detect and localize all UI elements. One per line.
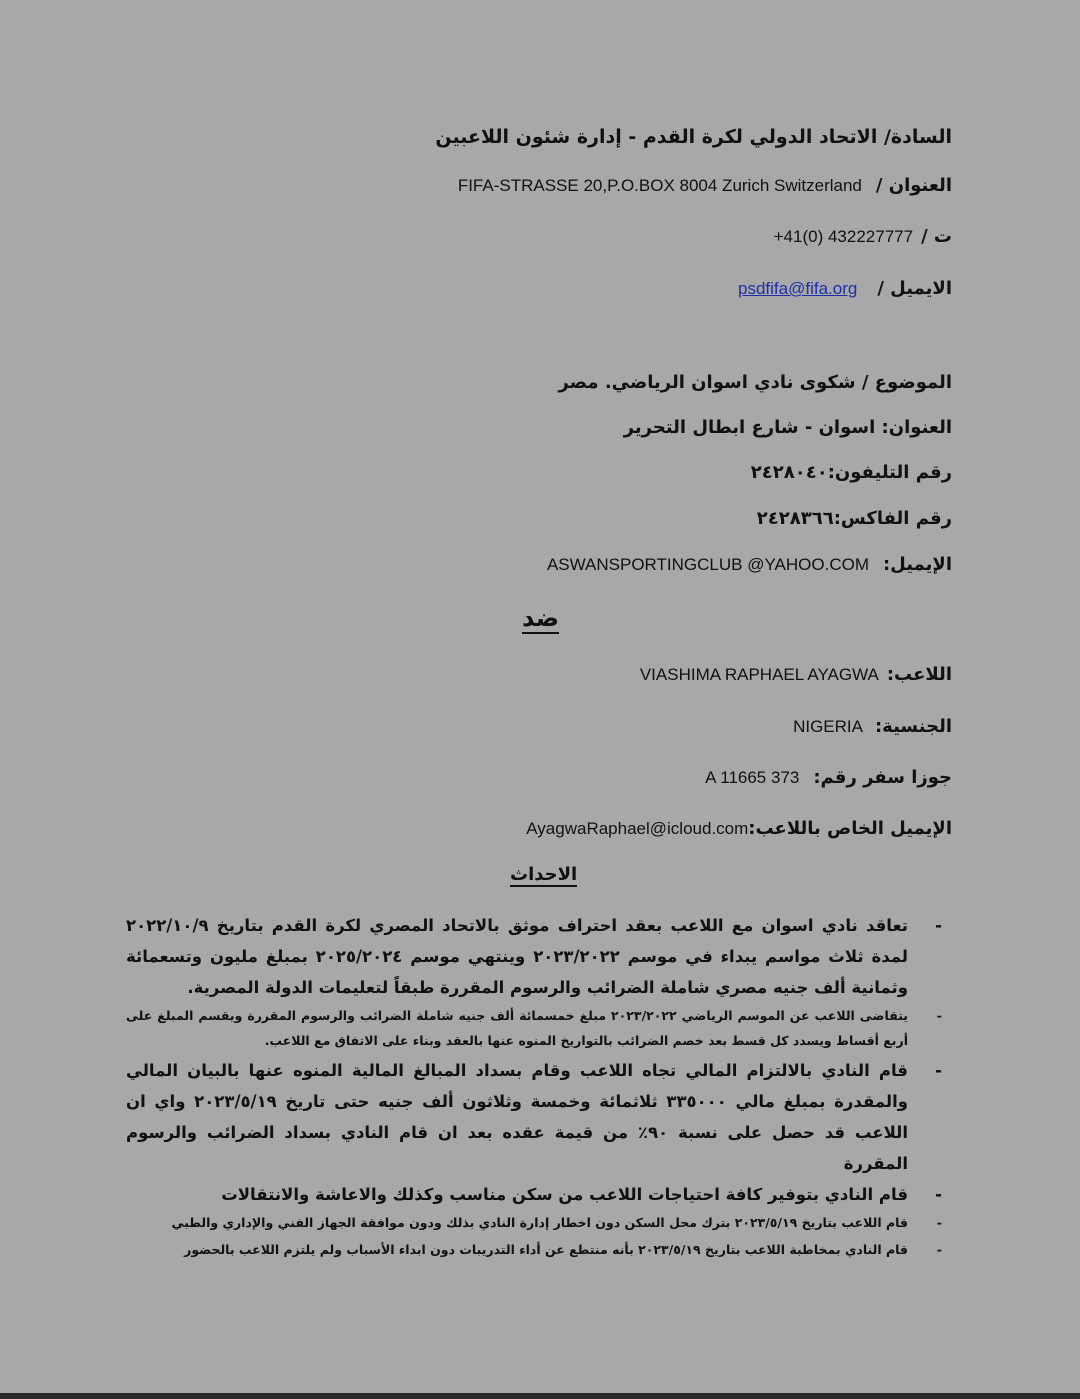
bottom-edge (0, 1393, 1080, 1399)
event-item: - قام النادي بالالتزام المالي تجاه اللاعب وقام بسداد المبالغ المالية المنوه عنها بالبيان المالي والمقدرة بمبلغ مالي ٣٣٥٠٠٠ ثلاثمائة وخمسة وثلاثون ألف جنيه حتى تاريخ ٢٠٢٣/٥/١٩ واي ان اللاعب قد حصل على نسبة ٩٠٪ من قيمة عقده بعد ان قام النادي بسداد الضرائب والرسوم المقررة (126, 1055, 952, 1179)
addressee-label: السادة/ (883, 126, 952, 148)
subject-line (558, 372, 952, 393)
event-item: - قام النادي بتوفير كافة احتياجات اللاعب من سكن مناسب وكذلك والاعاشة والانتقالات (126, 1179, 952, 1210)
events-list (126, 910, 952, 1264)
fifa-phone-label: ت / (921, 226, 952, 247)
event-item: - تعاقد نادي اسوان مع اللاعب بعقد احتراف موثق بالاتحاد المصري لكرة القدم بتاريخ ٢٠٢٢/١٠/٩ لمدة ثلاث مواسم يبداء في موسم ٢٠٢٣/٢٠٢٢ وينتهي موسم ٢٠٢٥/٢٠٢٤ بمبلغ مليون وتسعمائة وثمانية ألف جنيه مصري شاملة الضرائب والرسوم المقررة طبقاً لتعليمات الدولة المصرية. (126, 910, 952, 1003)
player-email-line (526, 818, 952, 839)
player-label: اللاعب: (886, 664, 952, 685)
club-phone-label: رقم التليفون: (827, 462, 952, 483)
events-heading: الاحداث (510, 864, 578, 885)
fifa-address-line (458, 175, 952, 196)
event-item: - قام اللاعب بتاريخ ٢٠٢٣/٥/١٩ بترك محل السكن دون اخطار إدارة النادي بذلك ودون موافقة الجهاز الفني والإداري والطبي (126, 1210, 952, 1235)
passport-label: جوزا سفر رقم: (813, 767, 952, 788)
fifa-phone-value: +41(0) 432227777 (773, 227, 914, 246)
fifa-phone-line (774, 226, 952, 247)
club-phone-value: ٢٤٢٨٠٤٠ (750, 462, 828, 483)
club-email-label: الإيميل: (882, 554, 952, 575)
passport-value: A 11665 373 (705, 768, 800, 787)
player-line (640, 664, 952, 685)
nationality-label: الجنسية: (874, 716, 952, 737)
club-address-value: اسوان - شارع ابطال التحرير (623, 417, 876, 438)
nationality-line (793, 716, 952, 737)
passport-line (705, 767, 952, 788)
club-phone-line (751, 462, 952, 483)
club-address-label: العنوان: (881, 417, 952, 438)
club-email-value: ASWANSPORTINGCLUB @YAHOO.COM (546, 555, 869, 574)
player-value: VIASHIMA RAPHAEL AYAGWA (639, 665, 879, 684)
club-email-line (547, 554, 952, 575)
subject-value: شكوى نادي اسوان الرياضي. مصر (558, 372, 856, 393)
club-fax-label: رقم الفاكس: (833, 508, 952, 529)
addressee-line (435, 126, 952, 148)
player-email-value: AyagwaRaphael@icloud.com (526, 819, 749, 838)
subject-label: الموضوع / (861, 372, 952, 393)
versus-heading: ضد (522, 604, 560, 632)
club-fax-value: ٢٤٢٨٣٦٦ (756, 508, 834, 529)
club-address-line (624, 417, 952, 438)
addressee-value: الاتحاد الدولي لكرة القدم - إدارة شئون اللاعبين (435, 126, 878, 148)
club-fax-line (757, 508, 952, 529)
player-email-label: الإيميل الخاص باللاعب: (748, 818, 952, 839)
event-item: - يتقاضى اللاعب عن الموسم الرياضي ٢٠٢٣/٢٠٢٢ مبلغ خمسمائة ألف جنيه شاملة الضرائب والرسوم المقررة ويقسم المبلغ على أربع أقساط ويسدد كل قسط بعد خصم الضرائب بالتواريخ المنوه عنها بالعقد وبناء على الاتفاق مع اللاعب. (126, 1003, 952, 1053)
event-item: - قام النادي بمخاطبة اللاعب بتاريخ ٢٠٢٣/٥/١٩ بأنه منتطع عن أداء التدريبات دون ابداء الأسباب ولم يلتزم اللاعب بالحضور (126, 1237, 952, 1262)
fifa-email-label: الايميل / (877, 278, 952, 299)
fifa-email-line (738, 278, 952, 299)
fifa-email-link[interactable]: psdfifa@fifa.org (738, 279, 858, 298)
nationality-value: NIGERIA (793, 717, 863, 736)
fifa-address-value: FIFA-STRASSE 20,P.O.BOX 8004 Zurich Switzerland (457, 176, 862, 195)
fifa-address-label: العنوان / (875, 175, 952, 196)
